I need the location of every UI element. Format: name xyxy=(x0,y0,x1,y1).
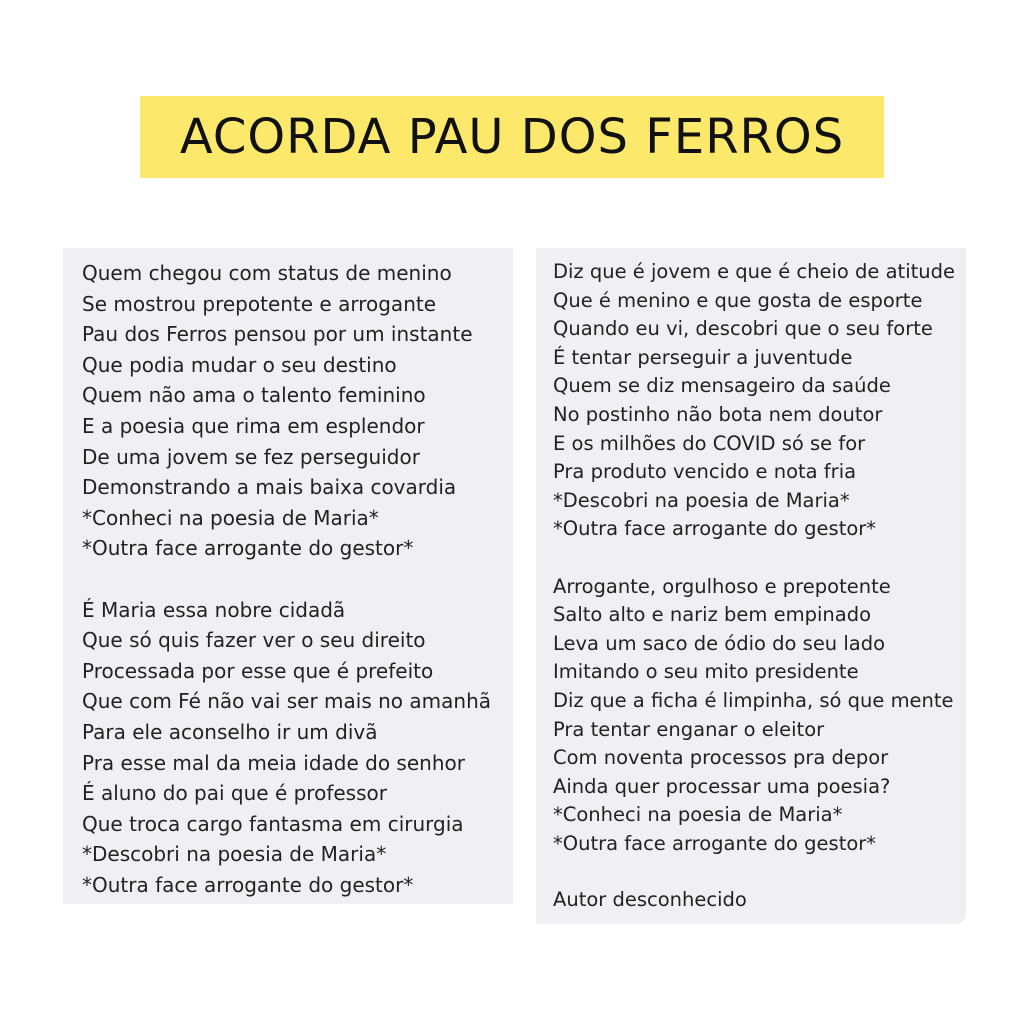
stanza-gap xyxy=(82,564,513,595)
poem-line: *Outra face arrogante do gestor* xyxy=(82,536,414,561)
stanza xyxy=(82,258,513,564)
poem-line: Ainda quer processar uma poesia? xyxy=(553,774,891,798)
poem-line: No postinho não bota nem doutor xyxy=(553,402,883,426)
poem-line: Diz que a ficha é limpinha, só que mente xyxy=(553,688,954,712)
poem-line: Imitando o seu mito presidente xyxy=(553,660,859,684)
poem-line: Que é menino e que gosta de esporte xyxy=(553,288,923,312)
poem-line: Quem chegou com status de menino xyxy=(82,261,452,285)
author-credit: Autor desconhecido xyxy=(553,888,747,912)
poem-line: Demonstrando a mais baixa covardia xyxy=(82,475,457,500)
poem-line: Para ele aconselho ir um divã xyxy=(82,719,378,744)
poem-line: Quando eu vi, descobri que o seu forte xyxy=(553,317,933,341)
poem-line: Pra produto vencido e nota fria xyxy=(553,460,857,484)
poem-line: É tentar perseguir a juventude xyxy=(553,345,853,369)
poem-line: Com noventa processos pra depor xyxy=(553,746,889,770)
poem-line: Pra tentar enganar o eleitor xyxy=(553,717,825,741)
poem-line: *Conheci na poesia de Maria* xyxy=(82,505,379,530)
poem-line: Pau dos Ferros pensou por um instante xyxy=(82,322,473,347)
poem-line: *Outra face arrogante do gestor* xyxy=(553,517,877,541)
poem-line: Leva um saco de ódio do seu lado xyxy=(553,631,886,655)
poem-line: *Conheci na poesia de Maria* xyxy=(553,803,843,827)
poem-panel-left xyxy=(63,248,513,904)
poem-line: Que podia mudar o seu destino xyxy=(82,352,397,377)
title-banner xyxy=(140,96,884,178)
poem-line: *Outra face arrogante do gestor* xyxy=(82,872,414,897)
poem-line: É Maria essa nobre cidadã xyxy=(82,597,346,622)
stanza xyxy=(82,595,513,901)
poem-line: E a poesia que rima em esplendor xyxy=(82,413,425,438)
poem-line: Quem não ama o talento feminino xyxy=(82,383,426,408)
poem-line: Que só quis fazer ver o seu direito xyxy=(82,628,426,653)
poem-line: Que troca cargo fantasma em cirurgia xyxy=(82,811,464,836)
poem-line: *Descobri na poesia de Maria* xyxy=(553,488,850,512)
poem-line: *Descobri na poesia de Maria* xyxy=(82,842,387,867)
poem-line: Arrogante, orgulhoso e prepotente xyxy=(553,574,891,598)
poem-line: Pra esse mal da meia idade do senhor xyxy=(82,750,465,775)
poem-line: Diz que é jovem e que é cheio de atitude xyxy=(553,260,955,283)
page-title: ACORDA PAU DOS FERROS xyxy=(179,109,845,165)
poem-line: Se mostrou prepotente e arrogante xyxy=(82,291,437,316)
poem-line: E os milhões do COVID só se for xyxy=(553,431,866,455)
poem-line: Quem se diz mensageiro da saúde xyxy=(553,374,891,398)
stanza xyxy=(553,573,966,859)
poem-line: Que com Fé não vai ser mais no amanhã xyxy=(82,689,492,714)
poem-line: Processada por esse que é prefeito xyxy=(82,658,434,683)
poem-panel-right xyxy=(536,248,966,924)
poem-line: De uma jovem se fez perseguidor xyxy=(82,444,420,469)
poem-line: Salto alto e nariz bem empinado xyxy=(553,603,872,627)
poem-line: É aluno do pai que é professor xyxy=(82,781,387,806)
poem-line: *Outra face arrogante do gestor* xyxy=(553,831,877,855)
stanza xyxy=(553,258,966,544)
stanza-gap xyxy=(553,544,966,573)
